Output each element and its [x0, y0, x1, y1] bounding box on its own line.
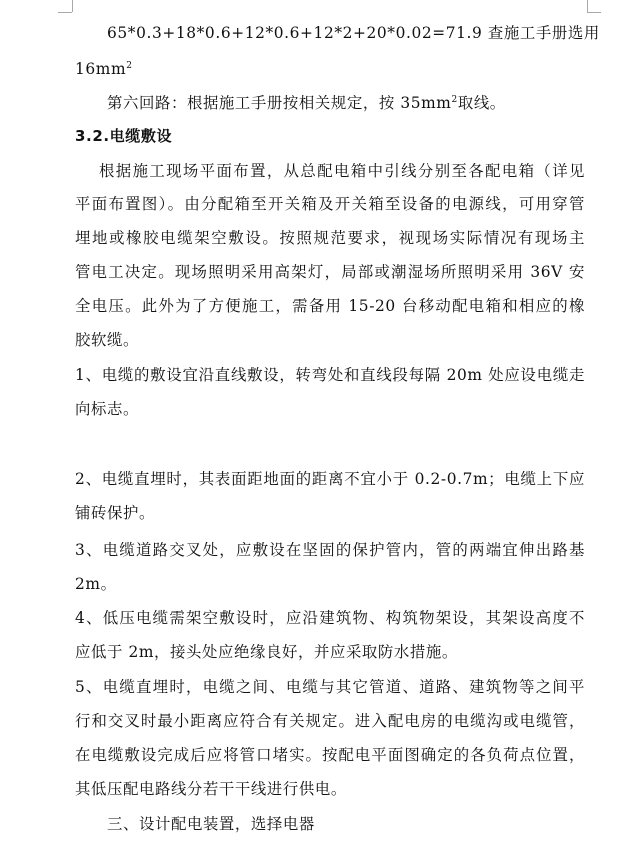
para-line-1: 根据施工现场平面布置，从总配电箱中引线分别至各配电箱（详见 [99, 162, 585, 180]
calc-result-sup: 2 [126, 61, 133, 71]
calc-result-line [75, 58, 585, 80]
para-line-2: 平面布置图）。由分配箱至开关箱及开关箱至设备的电源线，可用穿管 [75, 195, 585, 213]
para-line-6: 胶软缆。 [75, 331, 139, 349]
circuit-six-text: 第六回路：根据施工手册按相关规定，按 35mm [107, 94, 452, 112]
circuit-six-line [107, 92, 585, 114]
calc-result-value: 16mm [75, 60, 127, 78]
item-3-line-1: 3、电缆道路交叉处，应敷设在坚固的保护管内，管的两端宜伸出路基 [75, 541, 585, 559]
item-3-line-2: 2m。 [75, 575, 117, 593]
item-1-line-1: 1、电缆的敷设宜沿直线敷设，转弯处和直线段每隔 20m 处应设电缆走 [75, 366, 585, 384]
circuit-six-sup: 2 [451, 95, 458, 105]
item-5-line-1: 5、电缆直埋时，电缆之间、电缆与其它管道、道路、建筑物等之间平 [75, 678, 585, 696]
corner-mark-top-left-h [58, 12, 72, 13]
corner-mark-top-right-h [587, 12, 601, 13]
item-2-line-2: 铺砖保护。 [75, 504, 155, 522]
section-three-heading: 三、设计配电装置，选择电器 [107, 815, 315, 833]
para-line-3: 埋地或橡胶电缆架空敷设。按照规范要求，视现场实际情况有现场主 [75, 229, 585, 247]
para-line-4: 管电工决定。现场照明采用高架灯，局部或潮湿场所照明采用 36V 安 [75, 263, 585, 281]
calc-line: 65*0.3+18*0.6+12*0.6+12*2+20*0.02=71.9 查施工手册选用 [107, 24, 600, 42]
item-2-line-1: 2、电缆直埋时，其表面距地面的距离不宜小于 0.2-0.7m；电缆上下应 [75, 470, 585, 488]
para-line-5: 全电压。此外为了方便施工，需备用 15-20 台移动配电箱和相应的橡 [75, 297, 585, 315]
item-5-line-3: 在电缆敷设完成后应将管口堵实。按配电平面图确定的各负荷点位置， [75, 746, 585, 764]
item-4-line-2: 应低于 2m，接头处应绝缘良好，并应采取防水措施。 [75, 643, 458, 661]
item-4-line-1: 4、低压电缆需架空敷设时，应沿建筑物、构筑物架设，其架设高度不 [75, 609, 585, 627]
corner-mark-top-right [587, 0, 588, 12]
item-5-line-4: 其低压配电路线分若干干线进行供电。 [75, 780, 347, 798]
circuit-six-tail: 取线。 [457, 94, 506, 112]
item-1-line-2: 向标志。 [75, 400, 139, 418]
item-5-line-2: 行和交叉时最小距离应符合有关规定。进入配电房的电缆沟或电缆管， [75, 712, 585, 730]
corner-mark-top-left [72, 0, 73, 12]
section-heading-cable-laying: 3.2.电缆敷设 [75, 127, 173, 145]
